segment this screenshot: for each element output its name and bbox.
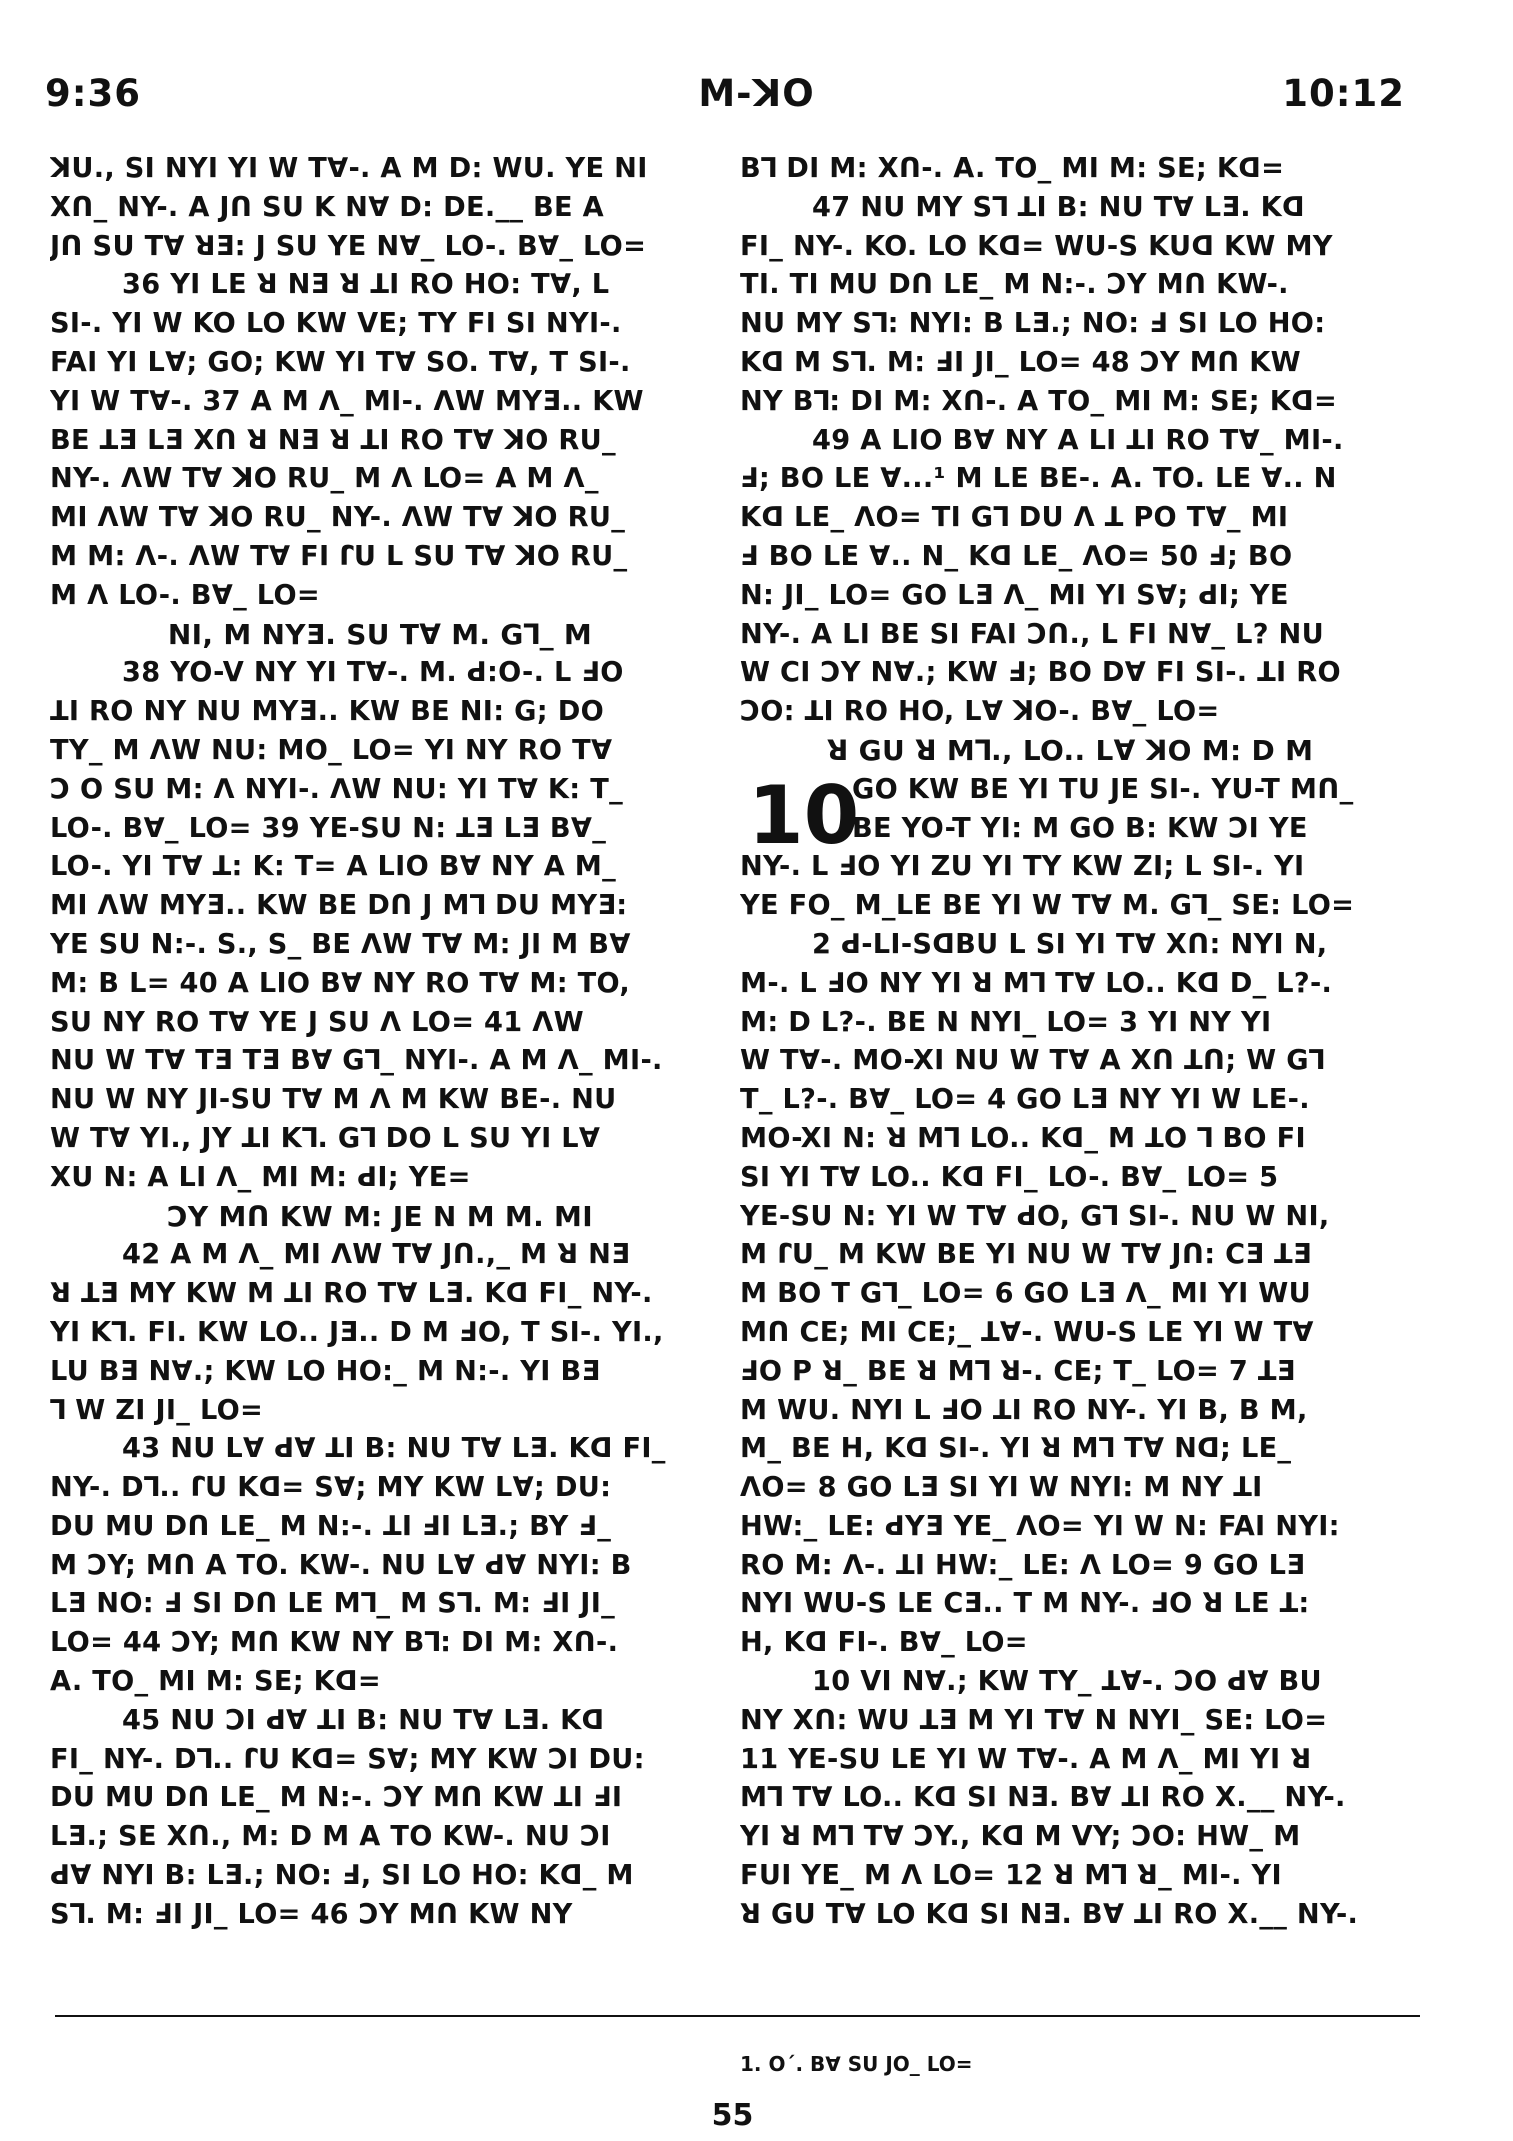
text-line: FUI YE_ M ꓥ LO= 12 ꓤ Mꓶ ꓤ_ MI-. YI (740, 1860, 1282, 1892)
text-line: ꓞ BO LE ꓯ.. N_ Kꓷ LE_ ꓥO= 50 ꓞ; BO (740, 540, 1293, 572)
verse-start-line: 49 A LIO Bꓯ NY A LI ꓕI RO Tꓯ_ MI-. (812, 424, 1344, 456)
section-heading: ꓤ GU ꓤ Mꓶ., LO.. Lꓯ ꓘO M: D M (826, 733, 1314, 767)
text-line: ꓶ W ZI JI_ LO= (50, 1394, 264, 1426)
text-line: XU N: A LI ꓥ_ MI M: ꓒI; YE= (50, 1161, 471, 1193)
text-line: DU MU Dꓵ LE_ M N:-. ƆY Mꓵ KW ꓕI ꓞI (50, 1782, 623, 1814)
text-line: Ɔ O SU M: ꓥ NYI-. ꓥW NU: YI Tꓯ K: T_ (50, 773, 623, 805)
verse-start-line: 42 A M ꓥ_ MI ꓥW Tꓯ Jꓵ.,_ M ꓤ NƎ (122, 1239, 631, 1271)
text-line: SU NY RO Tꓯ YE J SU ꓥ LO= 41 ꓥW (50, 1006, 584, 1038)
text-line: NY Bꓶ: DI M: Xꓵ-. A TO_ MI M: SE; Kꓷ= (740, 385, 1338, 417)
text-line: ꓥO= 8 GO LƎ SI YI W NYI: M NY ꓕI (740, 1472, 1263, 1504)
text-line: FAI YI Lꓯ; GO; KW YI Tꓯ SO. Tꓯ, T SI-. (50, 346, 631, 378)
chapter-number: 10 (748, 768, 860, 862)
text-line: M ƆY; Mꓵ A TO. KW-. NU Lꓯ ꓒꓯ NYI: B (50, 1549, 632, 1581)
verse-start-line: 10 VI Nꓯ.; KW TY_ ꓕꓯ-. ƆO ꓒꓯ BU (812, 1666, 1322, 1698)
text-line: Sꓶ. M: ꓞI JI_ LO= 46 ƆY Mꓵ KW NY (50, 1898, 573, 1930)
text-line: SI-. YI W KO LO KW VE; TY FI SI NYI-. (50, 308, 622, 340)
text-line: M: D L?-. BE N NYI_ LO= 3 YI NY YI (740, 1006, 1272, 1038)
text-line: T_ L?-. Bꓯ_ LO= 4 GO LƎ NY YI W LE-. (740, 1084, 1310, 1116)
text-line: Xꓵ_ NY-. A Jꓵ SU K Nꓯ D: DE.__ BE A (50, 191, 605, 223)
text-line: LO-. Bꓯ_ LO= 39 YE-SU N: ꓕƎ LƎ Bꓯ_ (50, 812, 607, 844)
text-line: A. TO_ MI M: SE; Kꓷ= (50, 1666, 381, 1698)
header-right-reference: 10:12 (1282, 72, 1405, 115)
text-line: W Tꓯ-. MO-XI NU W Tꓯ A Xꓵ ꓕꓵ; W Gꓶ (740, 1045, 1325, 1077)
verse-start-line: 2 ꓒ-LI-SꓷBU L SI YI Tꓯ Xꓵ: NYI N, (812, 928, 1328, 960)
text-line: DU MU Dꓵ LE_ M N:-. ꓕI ꓞI LƎ.; BY ꓞ_ (50, 1510, 612, 1542)
verse-start-line: 43 NU Lꓯ ꓒꓯ ꓕI B: NU Tꓯ LƎ. Kꓷ FI_ (122, 1433, 666, 1465)
text-line: M: B L= 40 A LIO Bꓯ NY RO Tꓯ M: TO, (50, 967, 630, 999)
text-line: ƆO: ꓕI RO HO, Lꓯ ꓘO-. Bꓯ_ LO= (740, 696, 1220, 728)
page-number: 55 (711, 2098, 754, 2133)
text-line: YE-SU N: YI W Tꓯ ꓒO, Gꓶ SI-. NU W NI, (740, 1200, 1330, 1232)
text-line: ꓞO P ꓤ_ BE ꓤ Mꓶ ꓤ-. CE; T_ LO= 7 ꓕƎ (740, 1355, 1296, 1387)
text-line: M_ BE H, Kꓷ SI-. YI ꓤ Mꓶ Tꓯ Nꓷ; LE_ (740, 1433, 1292, 1465)
text-line: H, Kꓷ FI-. Bꓯ_ LO= (740, 1627, 1028, 1659)
text-line: BE YO-T YI: M GO B: KW ƆI YE (852, 812, 1308, 844)
text-line: FI_ NY-. Dꓶ.. ꓩU Kꓷ= Sꓯ; MY KW ƆI DU: (50, 1743, 645, 1775)
text-line: NU W Tꓯ TƎ TƎ Bꓯ Gꓶ_ NYI-. A M ꓥ_ MI-. (50, 1045, 663, 1077)
footnote: 1. O´. Bꓯ SU JO_ LO= (740, 2052, 973, 2076)
text-line: ꓤ GU Tꓯ LO Kꓷ SI NƎ. Bꓯ ꓕI RO X.__ NY-. (740, 1898, 1359, 1930)
text-line: LO= 44 ƆY; Mꓵ KW NY Bꓶ: DI M: Xꓵ-. (50, 1627, 619, 1659)
page-number-wrap (0, 2098, 1513, 2133)
text-line: NY-. Dꓶ.. ꓩU Kꓷ= Sꓯ; MY KW Lꓯ; DU: (50, 1472, 612, 1504)
header-left-reference: 9:36 (45, 72, 142, 115)
text-line: Kꓷ LE_ ꓥO= TI Gꓶ DU ꓥ ꓕ PO Tꓯ_ MI (740, 502, 1289, 534)
verse-start-line: 47 NU MY Sꓶ ꓕI B: NU Tꓯ LƎ. Kꓷ (812, 191, 1305, 223)
text-line: ꓤ ꓕƎ MY KW M ꓕI RO Tꓯ LƎ. Kꓷ FI_ NY-. (50, 1278, 653, 1310)
text-line: ꓒꓯ NYI B: LƎ.; NO: ꓞ, SI LO HO: Kꓷ_ M (50, 1860, 634, 1892)
text-line: W Tꓯ YI., JY ꓕI Kꓶ. Gꓶ DO L SU YI Lꓯ (50, 1122, 601, 1154)
left-column (50, 150, 710, 1935)
text-line: FI_ NY-. KO. LO Kꓷ= WU-S KUꓷ KW MY (740, 230, 1333, 262)
text-line: TY_ M ꓥW NU: MO_ LO= YI NY RO Tꓯ (50, 734, 613, 766)
text-line: BE ꓕƎ LƎ Xꓵ ꓤ NƎ ꓤ ꓕI RO Tꓯ ꓘO RU_ (50, 424, 616, 456)
section-heading: NI, M NYƎ. SU Tꓯ M. Gꓶ_ M (167, 617, 593, 651)
text-line: NU W NY JI-SU Tꓯ M ꓥ M KW BE-. NU (50, 1084, 617, 1116)
text-line: NYI WU-S LE CƎ.. T M NY-. ꓞO ꓤ LE ꓕ: (740, 1588, 1310, 1620)
text-line: M ꓩU_ M KW BE YI NU W Tꓯ Jꓵ: CƎ ꓕƎ (740, 1239, 1312, 1271)
text-line: Jꓵ SU Tꓯ ꓤƎ: J SU YE Nꓯ_ LO-. Bꓯ_ LO= (50, 230, 647, 262)
text-line: GO KW BE YI TU JE SI-. YU-T Mꓵ_ (852, 773, 1354, 805)
text-line: M M: ꓥ-. ꓥW Tꓯ FI ꓩU L SU Tꓯ ꓘO RU_ (50, 540, 628, 572)
text-line: RO M: ꓥ-. ꓕI HW:_ LE: ꓥ LO= 9 GO LƎ (740, 1549, 1306, 1581)
text-line: M-. L ꓞO NY YI ꓤ Mꓶ Tꓯ LO.. Kꓷ D_ L?-. (740, 967, 1333, 999)
text-line: Kꓷ M Sꓶ. M: ꓞI JI_ LO= 48 ƆY Mꓵ KW (740, 346, 1301, 378)
text-line: NY-. L ꓞO YI ZU YI TY KW ZI; L SI-. YI (740, 851, 1305, 883)
text-line: MI ꓥW Tꓯ ꓘO RU_ NY-. ꓥW Tꓯ ꓘO RU_ (50, 502, 626, 534)
verse-start-line: 36 YI LE ꓤ NƎ ꓤ ꓕI RO HO: Tꓯ, L (122, 269, 610, 301)
text-line: HW:_ LE: ꓒYƎ YE_ ꓥO= YI W N: FAI NYI: (740, 1510, 1340, 1542)
text-line: W CI ƆY Nꓯ.; KW ꓞ; BO Dꓯ FI SI-. ꓕI RO (740, 657, 1341, 689)
text-line: ꓕI RO NY NU MYƎ.. KW BE NI: G; DO (50, 696, 604, 728)
text-line: TI. TI MU Dꓵ LE_ M N:-. ƆY Mꓵ KW-. (740, 269, 1289, 301)
text-line: Mꓶ Tꓯ LO.. Kꓷ SI NƎ. Bꓯ ꓕI RO X.__ NY-. (740, 1782, 1346, 1814)
text-line: Mꓵ CE; MI CE;_ ꓕꓯ-. WU-S LE YI W Tꓯ (740, 1316, 1314, 1348)
text-line: YE FO_ M_LE BE YI W Tꓯ M. Gꓶ_ SE: LO= (740, 890, 1355, 922)
text-line: NU MY Sꓶ: NYI: B LƎ.; NO: ꓞ SI LO HO: (740, 308, 1326, 340)
text-line: YI Kꓶ. FI. KW LO.. JƎ.. D M ꓞO, T SI-. YI., (50, 1316, 664, 1348)
text-line: SI YI Tꓯ LO.. Kꓷ FI_ LO-. Bꓯ_ LO= 5 (740, 1161, 1279, 1193)
text-line: YI W Tꓯ-. 37 A M ꓥ_ MI-. ꓥW MYƎ.. KW (50, 385, 644, 417)
text-line: MO-XI N: ꓤ Mꓶ LO.. Kꓷ_ M ꓕO ꓶ BO FI (740, 1122, 1306, 1154)
text-line: LƎ.; SE Xꓵ., M: D M A TO KW-. NU ƆI (50, 1821, 611, 1853)
text-line: M WU. NYI L ꓞO ꓕI RO NY-. YI B, B M, (740, 1394, 1308, 1426)
right-column (740, 150, 1400, 1935)
text-line: MI ꓥW MYƎ.. KW BE Dꓵ J Mꓶ DU MYƎ: (50, 890, 628, 922)
text-line: ꓞ; BO LE ꓯ...¹ M LE BE-. A. TO. LE ꓯ.. N (740, 463, 1337, 495)
text-line: NY Xꓵ: WU ꓕƎ M YI Tꓯ N NYI_ SE: LO= (740, 1704, 1328, 1736)
chapter-opening (740, 768, 1400, 862)
text-line: LƎ NO: ꓞ SI Dꓵ LE Mꓶ_ M Sꓶ. M: ꓞI JI_ (50, 1588, 616, 1620)
text-line: 11 YE-SU LE YI W Tꓯ-. A M ꓥ_ MI YI ꓤ (740, 1743, 1312, 1775)
text-line: NY-. A LI BE SI FAI Ɔꓵ., L FI Nꓯ_ L? NU (740, 618, 1324, 650)
text-line: LU BƎ Nꓯ.; KW LO HO:_ M N:-. YI BƎ (50, 1355, 601, 1387)
header-book-title: M-ꓘO (698, 72, 815, 115)
text-line: ꓘU., SI NYI YI W Tꓯ-. A M D: WU. YE NI (50, 153, 648, 184)
text-line: NY-. ꓥW Tꓯ ꓘO RU_ M ꓥ LO= A M ꓥ_ (50, 463, 599, 495)
verse-start-line: 38 YO-V NY YI Tꓯ-. M. ꓒ:O-. L ꓞO (122, 657, 624, 689)
text-line: M BO T Gꓶ_ LO= 6 GO LƎ ꓥ_ MI YI WU (740, 1278, 1311, 1310)
text-line: YI ꓤ Mꓶ Tꓯ ƆY., Kꓷ M VY; ƆO: HW_ M (740, 1821, 1301, 1853)
text-line: N: JI_ LO= GO LƎ ꓥ_ MI YI Sꓯ; ꓒI; YE (740, 579, 1289, 611)
footnote-divider (55, 2015, 1420, 2017)
section-heading: ƆY Mꓵ KW M: JE N M M. MI (167, 1199, 593, 1233)
text-line: M ꓥ LO-. Bꓯ_ LO= (50, 579, 320, 611)
text-line: Bꓶ DI M: Xꓵ-. A. TO_ MI M: SE; Kꓷ= (740, 153, 1285, 184)
verse-start-line: 45 NU ƆI ꓒꓯ ꓕI B: NU Tꓯ LƎ. Kꓷ (122, 1704, 605, 1736)
text-line: YE SU N:-. S., S_ BE ꓥW Tꓯ M: JI M Bꓯ (50, 928, 631, 960)
text-line: LO-. YI Tꓯ ꓕ: K: T= A LIO Bꓯ NY A M_ (50, 851, 617, 883)
